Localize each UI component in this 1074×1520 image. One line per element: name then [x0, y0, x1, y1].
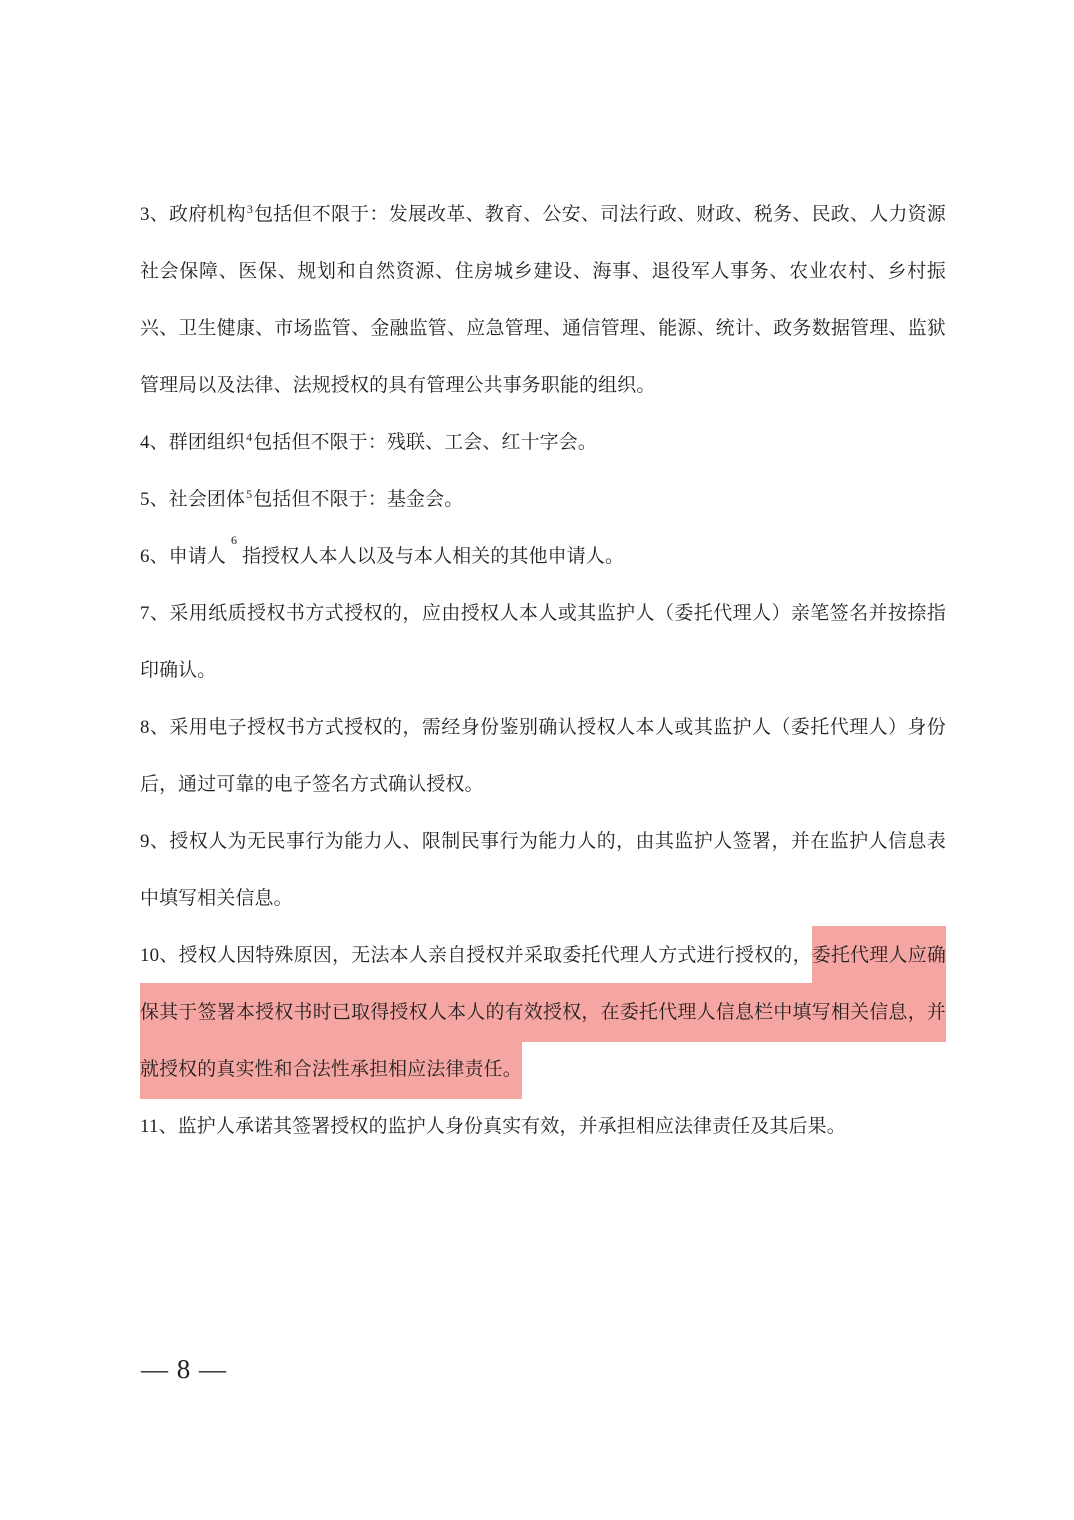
footnote-ref-5: 5 [246, 486, 253, 501]
page-number: — 8 — [141, 1354, 227, 1384]
item-6-text-continued: 指授权人本人以及与本人相关的其他申请人。 [242, 546, 625, 567]
item-5-text-continued: 包括但不限于：基金会。 [253, 489, 464, 510]
footnote-ref-3: 3 [246, 201, 254, 216]
paragraph-item-7: 7、采用纸质授权书方式授权的，应由授权人本人或其监护人（委托代理人）亲笔签名并按捺指印确认。 [140, 603, 946, 681]
item-10-highlighted-text: 委托代理人应确保其于签署本授权书时已取得授权人本人的有效授权，在委托代理人信息栏中填写相关信息，并就授权的真实性和合法性承担相应法律责任。 [140, 926, 946, 1099]
item-4-text-continued: 包括但不限于：残联、工会、红十字会。 [253, 432, 597, 453]
paragraph-item-8: 8、采用电子授权书方式授权的，需经身份鉴别确认授权人本人或其监护人（委托代理人）身份后，通过可靠的电子签名方式确认授权。 [140, 717, 946, 795]
paragraph-item-5 [140, 471, 946, 528]
item-5-text: 5、社会团体 [140, 489, 246, 510]
paragraph-item-9: 9、授权人为无民事行为能力人、限制民事行为能力人的，由其监护人签署，并在监护人信息表中填写相关信息。 [140, 831, 946, 909]
item-6-text: 6、申请人 [140, 546, 227, 567]
paragraph-item-3 [140, 186, 946, 414]
item-3-text: 3、政府机构 [140, 204, 246, 225]
item-3-text-continued: 包括但不限于：发展改革、教育、公安、司法行政、财政、税务、民政、人力资源社会保障、医保、规划和自然资源、住房城乡建设、海事、退役军人事务、农业农村、乡村振兴、卫生健康、市场监管、金融监管、应急管理、通信管理、能源、统计、政务数据管理、监狱管理局以及法律、法规授权的具有管理公共事务职能的组织。 [140, 204, 946, 396]
footnote-ref-6: 6 [231, 533, 238, 547]
paragraph-item-11: 11、监护人承诺其签署授权的监护人身份真实有效，并承担相应法律责任及其后果。 [140, 1116, 846, 1137]
paragraph-item-6 [140, 528, 946, 585]
paragraph-item-4 [140, 414, 946, 471]
item-10-text: 10、授权人因特殊原因，无法本人亲自授权并采取委托代理人方式进行授权的， [140, 945, 812, 966]
document-body [140, 186, 946, 1155]
item-4-text: 4、群团组织 [140, 432, 246, 453]
paragraph-item-10 [140, 927, 946, 1098]
footnote-ref-4: 4 [246, 429, 253, 444]
